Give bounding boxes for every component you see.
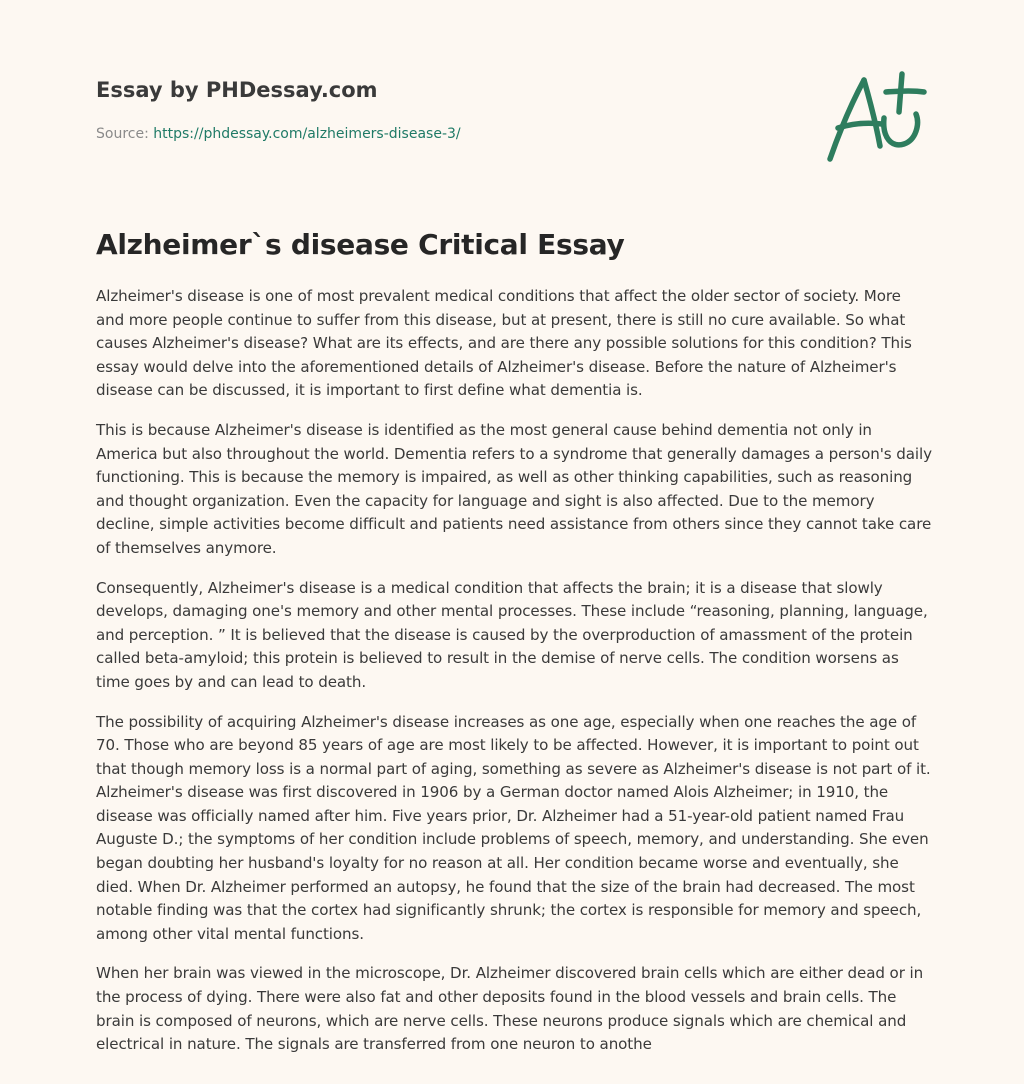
source-link[interactable]: https://phdessay.com/alzheimers-disease-3/ (153, 126, 461, 142)
essay-paragraph: The possibility of acquiring Alzheimer's disease increases as one age, especially when one reaches the age of 70. Those who are beyond 85 years of age are most likely to be affected. However, it is important to point out that though memory loss is a normal part of aging, something as severe as Alzheimer's disease is not part of it. Alzheimer's disease was first discovered in 1906 by a German doctor named Alois Alzheimer; in 1910, the disease was officially named after him. Five years prior, Dr. Alzheimer had a 51-year-old patient named Frau Auguste D.; the symptoms of her condition include problems of speech, memory, and understanding. She even began doubting her husband's loyalty for no reason at all. Her condition became worse and eventually, she died. When Dr. Alzheimer performed an autopsy, he found that the size of the brain had decreased. The most notable finding was that the cortex had significantly shrunk; the cortex is responsible for memory and speech, among other vital mental functions. (96, 712, 931, 943)
essay-paragraph: Consequently, Alzheimer's disease is a medical condition that affects the brain; it is a disease that slowly develops, damaging one's memory and other mental processes. These include “reasoning, planning, language, and perception. ” It is believed that the disease is caused by the overproduction of amassment of the protein called beta-amyloid; this protein is believed to result in the demise of nerve cells. The condition worsens as time goes by and can lead to death. (96, 578, 928, 691)
essay-paragraph: This is because Alzheimer's disease is identified as the most general cause behind dementia not only in America but also throughout the world. Dementia refers to a syndrome that generally damages a person's daily functioning. This is because the memory is impaired, as well as other thinking capabilities, such as reasoning and thought organization. Even the capacity for language and sight is also affected. Due to the memory decline, simple activities become difficult and patients need assistance from others since they cannot take care of themselves anymore. (96, 420, 932, 557)
source-label: Source: (96, 126, 154, 142)
a-plus-grade-icon (820, 66, 930, 166)
essay-title: Alzheimer`s disease Critical Essay (96, 228, 625, 261)
essay-paragraph: Alzheimer's disease is one of most prevalent medical conditions that affect the older sector of society. More and more people continue to suffer from this disease, but at present, there is still no cure available. So what causes Alzheimer's disease? What are its effects, and are there any possible solutions for this condition? This essay would delve into the aforementioned details of Alzheimer's disease. Before the nature of Alzheimer's disease can be discussed, it is important to first define what dementia is. (96, 287, 912, 400)
page-header (96, 76, 796, 144)
essay-body (96, 285, 932, 1073)
source-line (96, 124, 796, 144)
essay-paragraph: When her brain was viewed in the microscope, Dr. Alzheimer discovered brain cells which are either dead or in the process of dying. There were also fat and other deposits found in the blood vessels and brain cells. The brain is composed of neurons, which are nerve cells. These neurons produce signals which are chemical and electrical in nature. The signals are transferred from one neuron to anothe (96, 964, 924, 1054)
site-title: Essay by PHDessay.com (96, 78, 378, 102)
